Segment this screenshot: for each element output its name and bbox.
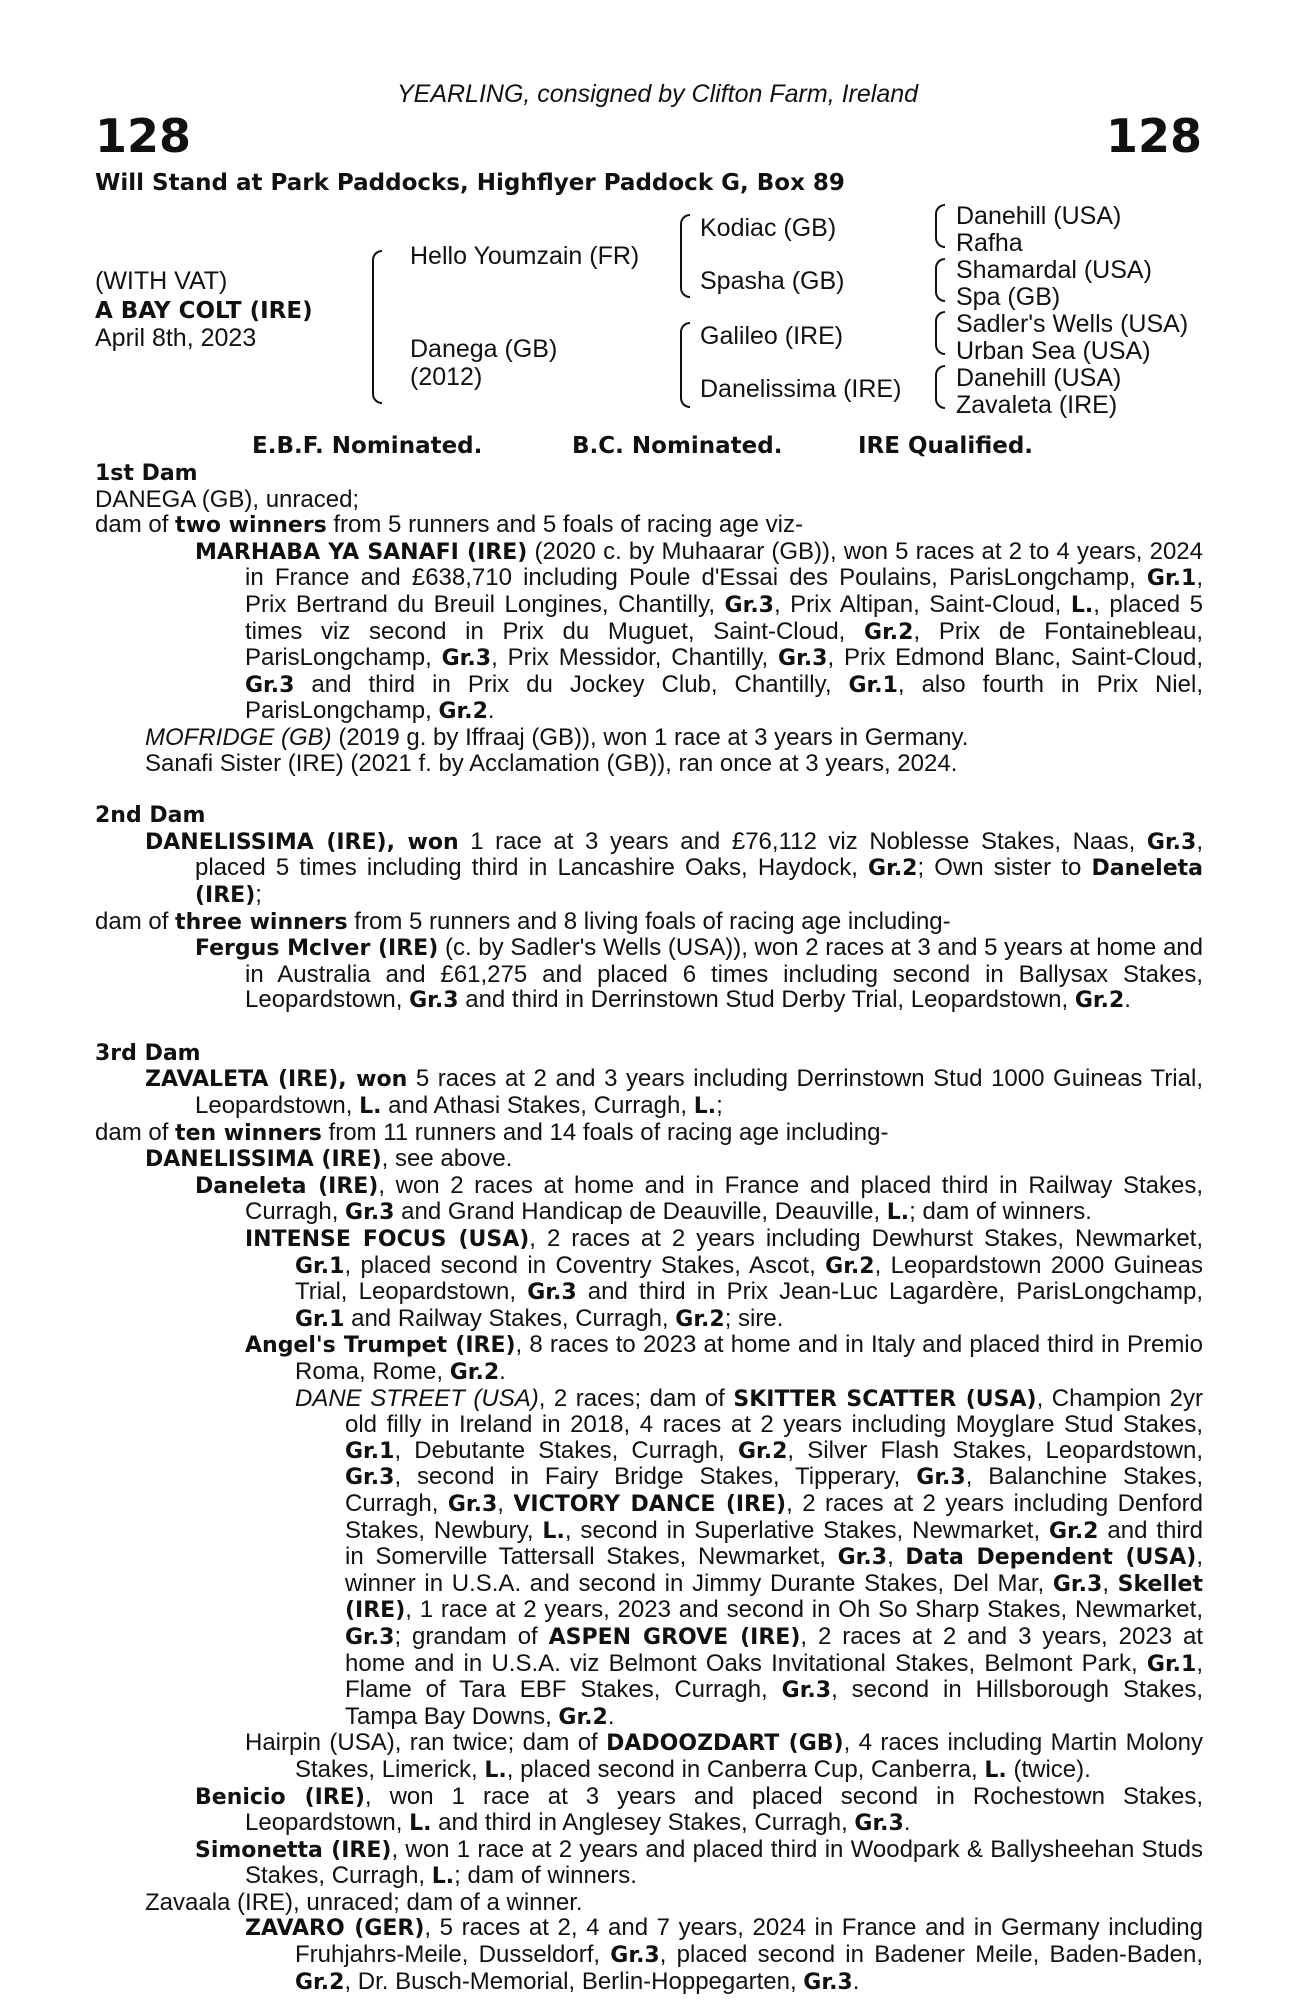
text-run: ; Own sister to (917, 854, 1092, 882)
text-run: , Prix Altipan, Saint-Cloud, (773, 590, 1071, 618)
text-run: dam of (95, 907, 176, 935)
text-run: from 5 runners and 5 foals of racing age viz- (326, 511, 803, 539)
text-run: , placed second in Coventry Stakes, Ascot, (344, 1251, 826, 1279)
text-run: , Dr. Busch-Memorial, Berlin-Hoppegarten, (344, 1967, 804, 1995)
bold-text: ASPEN GROVE (IRE) (548, 1624, 801, 1650)
section-gap (95, 776, 1203, 802)
dam-entry (95, 1066, 1203, 1119)
bold-text: Gr.2 (737, 1438, 788, 1464)
bold-text: Daneleta (IRE) (195, 1173, 379, 1199)
text-run: , Balanchine Stakes, Curragh, (345, 1463, 1203, 1517)
bold-text: ZAVARO (GER) (245, 1916, 425, 1942)
bold-text: Benicio (IRE) (195, 1784, 365, 1810)
bold-text: Gr.2 (1074, 988, 1125, 1014)
lot-number-right: 128 (1105, 109, 1202, 163)
text-run: ; dam of winners. (909, 1198, 1092, 1226)
text-run: , Silver Flash Stakes, Leopardstown, (787, 1436, 1203, 1464)
italic-text: DANE STREET (USA) (295, 1384, 539, 1412)
dam-heading (95, 802, 1203, 829)
pedigree-brace (680, 214, 690, 298)
text-run: ; (716, 1092, 723, 1120)
text-run: , 2 races at 2 years including Dewhurst Stakes, Newmarket, (529, 1225, 1204, 1253)
text-run: DANEGA (GB), unraced; (95, 485, 360, 513)
lot-number-left: 128 (95, 109, 192, 163)
pedigree-brace (935, 311, 945, 355)
bold-text: Gr.1 (295, 1306, 345, 1332)
text-run: , Leopardstown 2000 Guineas Trial, Leopardstown, (295, 1251, 1203, 1306)
text-run: , second in Hillsborough Stakes, Tampa Bay Downs, (345, 1676, 1203, 1730)
bold-text: Gr.3 (245, 672, 295, 698)
bold-text: Gr.2 (449, 1360, 500, 1385)
pedigree-dam: Danega (GB) (410, 335, 558, 363)
bold-text: L. (984, 1757, 1007, 1783)
pedigree-brace (935, 365, 945, 409)
bold-text: L. (693, 1094, 717, 1120)
pedigree-dam-dam: Danelissima (IRE) (700, 375, 902, 403)
bold-text: Gr.1 (345, 1438, 395, 1464)
text-run: Hairpin (USA), ran twice; dam of (245, 1729, 607, 1757)
bold-text: two winners (175, 513, 327, 539)
pedigree-dam-year: (2012) (410, 363, 483, 391)
pedigree-ggp: Urban Sea (USA) (956, 337, 1151, 365)
text-run: and Grand Handicap de Deauville, Deauville, (394, 1198, 887, 1226)
bold-text: Gr.3 (778, 646, 828, 672)
bold-text: Gr.3 (610, 1943, 660, 1969)
text-run: , second in Fairy Bridge Stakes, Tipperary, (394, 1463, 917, 1491)
bold-text: Gr.2 (675, 1306, 725, 1332)
text-run: , won 1 race at 2 years and placed third in Woodpark & Ballysheehan Studs Stakes, Curragh, (245, 1835, 1204, 1890)
bold-text: SKITTER SCATTER (USA) (733, 1386, 1037, 1412)
bold-text: Gr.3 (441, 646, 492, 672)
text-run: , Champion 2yr old filly in Ireland in 2018, 4 races at 2 years including Moyglare Stud Stakes, (345, 1384, 1204, 1439)
pedigree-narrative (95, 460, 1203, 1995)
grand-progeny-entry (95, 1226, 1203, 1332)
bold-text: Gr.1 (848, 672, 898, 698)
bold-text: Gr.2 (558, 1704, 608, 1730)
bold-text: Gr.2 (295, 1969, 345, 1995)
text-run: Sanafi Sister (IRE) (2021 f. by Acclamation (GB)), ran once at 3 years, 2024. (145, 749, 958, 777)
bold-text: Simonetta (IRE) (195, 1837, 392, 1863)
text-run: , winner in U.S.A. and second in Jimmy Durante Stakes, Del Mar, (345, 1543, 1204, 1597)
bc-nomination: B.C. Nominated. (572, 433, 783, 459)
text-run: dam of (95, 1118, 176, 1146)
pedigree-sire: Hello Youmzain (FR) (410, 242, 640, 270)
text-run: dam of (95, 511, 176, 539)
text-run: and third in Derrinstown Stud Derby Trial, Leopardstown, (458, 986, 1075, 1014)
text-run: , won 1 race at 3 years and placed second in Rochestown Stakes, Leopardstown, (245, 1782, 1204, 1837)
pedigree-sire-sire: Kodiac (GB) (700, 214, 837, 242)
dam-entry (95, 487, 1203, 513)
dam-entry (95, 829, 1203, 909)
progeny-entry (95, 1890, 1203, 1916)
pedigree-sire-dam: Spasha (GB) (700, 267, 845, 295)
bold-text: Fergus McIver (IRE) (195, 936, 439, 962)
text-run: , Flame of Tara EBF Stakes, Curragh, (345, 1649, 1203, 1704)
text-run: , also fourth in Prix Niel, ParisLongchamp, (245, 670, 1203, 725)
text-run: , (1102, 1569, 1118, 1597)
bold-text: Gr.2 (825, 1253, 875, 1279)
text-run: , 2 races at 2 years including Denford Stakes, Newbury, (345, 1489, 1203, 1544)
progeny-entry (95, 751, 1203, 777)
bold-text: L. (1070, 592, 1094, 618)
text-run: , (887, 1543, 906, 1571)
bold-text: MARHABA YA SANAFI (IRE) (195, 539, 528, 565)
bold-text: L. (542, 1518, 565, 1544)
bold-text: Gr.3 (345, 1200, 395, 1226)
bold-text: DANELISSIMA (IRE) (145, 1147, 382, 1173)
text-run: Zavaala (IRE), unraced; dam of a winner. (145, 1888, 583, 1916)
text-run: , Prix Bertrand du Breuil Longines, Chantilly, (245, 564, 1203, 618)
italic-text: MOFRIDGE (GB) (145, 723, 332, 751)
section-heading: 2nd Dam (95, 803, 206, 829)
progeny-entry (95, 725, 1203, 751)
text-run: ; (255, 880, 262, 908)
text-run: . (487, 697, 495, 725)
pedigree-brace (680, 322, 690, 408)
text-run: , Debutante Stakes, Curragh, (394, 1436, 738, 1464)
bold-text: Gr.3 (447, 1491, 498, 1517)
pedigree-ggp: Spa (GB) (956, 283, 1061, 311)
bold-text: ten winners (175, 1120, 322, 1146)
pedigree-brace (372, 250, 382, 404)
bold-text: Angel's Trumpet (IRE) (245, 1333, 516, 1359)
text-run: , Prix Messidor, Chantilly, (491, 644, 779, 672)
text-run: , 4 races including Martin Molony Stakes, Limerick, (295, 1729, 1204, 1783)
ire-qualification: IRE Qualified. (858, 433, 1034, 459)
text-run: (twice). (1006, 1755, 1091, 1783)
text-run: and Athasi Stakes, Curragh, (381, 1092, 694, 1120)
text-run: (c. by Sadler's Wells (USA)), won 2 races at 3 and 5 years at home and in Australia and £61,275 and placed 6 times including second in Ballysax Stakes, Leopardstown, (245, 934, 1203, 1014)
text-run: . (852, 1967, 860, 1995)
bold-text: three winners (175, 909, 348, 935)
bold-text: Gr.3 (345, 1465, 395, 1491)
text-run: , placed 5 times including third in Lancashire Oaks, Haydock, (195, 827, 1203, 882)
text-run: 5 races at 2 and 3 years including Derrinstown Stud 1000 Guineas Trial, Leopardstown, (195, 1065, 1203, 1120)
bold-text: Gr.3 (781, 1678, 832, 1704)
bold-text: Gr.2 (438, 699, 488, 725)
produce-summary (95, 512, 1203, 539)
pedigree-brace (935, 258, 945, 302)
text-run: ; dam of winners. (454, 1862, 637, 1890)
text-run: , placed second in Canberra Cup, Canberra, (506, 1755, 985, 1783)
text-run: , (497, 1489, 514, 1517)
text-run: . (903, 1809, 911, 1837)
vat-note: (WITH VAT) (95, 267, 228, 295)
progeny-entry (95, 1784, 1203, 1837)
pedigree-ggp: Danehill (USA) (956, 364, 1122, 392)
text-run: , second in Superlative Stakes, Newmarket, (564, 1516, 1050, 1544)
progeny-entry (95, 1146, 1203, 1173)
bold-text: Data Dependent (USA) (905, 1545, 1197, 1571)
bold-text: Gr.1 (1146, 566, 1197, 592)
text-run: and third in Anglesey Stakes, Curragh, (431, 1809, 855, 1837)
text-run: and Railway Stakes, Curragh, (344, 1304, 676, 1332)
text-run: , 2 races; dam of (538, 1384, 734, 1412)
progeny-entry (95, 539, 1203, 725)
text-run: , 1 race at 2 years, 2023 and second in Oh So Sharp Stakes, Newmarket, (405, 1596, 1203, 1624)
bold-text: Gr.3 (916, 1465, 966, 1491)
text-run: from 11 runners and 14 foals of racing age including- (321, 1118, 889, 1146)
pedigree-ggp: Rafha (956, 229, 1023, 257)
foaling-date: April 8th, 2023 (95, 324, 257, 352)
pedigree-brace (935, 204, 945, 248)
text-run: and third in Prix Jean-Luc Lagardère, ParisLongchamp, (576, 1278, 1203, 1306)
bold-text: L. (886, 1200, 910, 1226)
pedigree-ggp: Shamardal (USA) (956, 256, 1152, 284)
bold-text: Gr.3 (527, 1280, 577, 1306)
bold-text: Gr.3 (837, 1545, 888, 1571)
grand-progeny-entry (95, 1915, 1203, 1995)
ebf-nomination: E.B.F. Nominated. (252, 433, 483, 459)
text-run: ; grandam of (394, 1622, 549, 1650)
horse-name: A BAY COLT (IRE) (95, 298, 313, 324)
section-heading: 3rd Dam (95, 1040, 201, 1066)
bold-text: Gr.2 (864, 619, 914, 645)
bold-text: Gr.3 (1052, 1571, 1103, 1597)
bold-text: Gr.3 (409, 988, 459, 1014)
produce-summary (95, 909, 1203, 936)
text-run: (2020 c. by Muhaarar (GB)), won 5 races at 2 to 4 years, 2024 in France and £638,710 including Poule d'Essai des Poulains, ParisLongchamp, (245, 537, 1203, 592)
bold-text: Gr.1 (295, 1253, 345, 1279)
pedigree-ggp: Danehill (USA) (956, 202, 1122, 230)
bold-text: Gr.2 (1049, 1518, 1099, 1544)
grand-progeny-entry (95, 1730, 1203, 1783)
text-run: and third in Prix du Jockey Club, Chantilly, (294, 670, 849, 698)
section-heading: 1st Dam (95, 461, 198, 486)
text-run: from 5 runners and 8 living foals of racing age including- (347, 907, 951, 935)
bold-text: L. (409, 1811, 432, 1837)
bold-text: INTENSE FOCUS (USA) (245, 1227, 530, 1253)
text-run: 1 race at 3 years and £76,112 viz Noblesse Stakes, Naas, (458, 827, 1147, 855)
bold-text: Gr.3 (854, 1811, 904, 1837)
text-run: . (607, 1702, 615, 1730)
bold-text: ZAVALETA (IRE), won (145, 1067, 408, 1093)
bold-text: Skellet (IRE) (345, 1571, 1203, 1624)
grand-progeny-entry (95, 1332, 1203, 1385)
bold-text: DADOOZDART (GB) (606, 1731, 844, 1757)
text-run: . (499, 1358, 506, 1385)
dam-heading (95, 1040, 1203, 1067)
progeny-entry (95, 1173, 1203, 1226)
text-run: and third in Somerville Tattersall Stakes, Newmarket, (345, 1516, 1203, 1571)
text-run: , Prix de Fontainebleau, ParisLongchamp, (245, 617, 1203, 672)
bold-text: Gr.1 (1146, 1651, 1197, 1677)
section-gap (95, 1014, 1203, 1040)
bold-text: Daneleta (IRE) (195, 856, 1203, 908)
text-run: , 8 races to 2023 at home and in Italy and placed third in Premio Roma, Rome, (295, 1331, 1203, 1385)
text-run: ; sire. (724, 1304, 784, 1332)
bold-text: DANELISSIMA (IRE), won (145, 829, 459, 855)
progeny-entry (95, 1837, 1203, 1890)
text-run: , won 2 races at home and in France and placed third in Railway Stakes, Curragh, (245, 1171, 1203, 1226)
produce-summary (95, 1120, 1203, 1147)
bold-text: Gr.3 (1146, 829, 1197, 855)
text-run: , see above. (381, 1145, 513, 1173)
bold-text: L. (359, 1094, 382, 1120)
text-run: , Prix Edmond Blanc, Saint-Cloud, (827, 644, 1203, 672)
text-run: , placed 5 times viz second in Prix du Muguet, Saint-Cloud, (245, 590, 1204, 645)
pedigree-ggp: Sadler's Wells (USA) (956, 310, 1189, 338)
bold-text: Gr.2 (868, 856, 918, 882)
dam-heading (95, 460, 1203, 487)
bold-text: VICTORY DANCE (IRE) (513, 1491, 787, 1517)
standing-location: Will Stand at Park Paddocks, Highflyer Paddock G, Box 89 (95, 170, 845, 196)
pedigree-dam-sire: Galileo (IRE) (700, 322, 844, 350)
text-run: . (1124, 986, 1131, 1014)
text-run: (2019 g. by Iffraaj (GB)), won 1 race at 3 years in Germany. (331, 723, 969, 751)
bold-text: Gr.3 (345, 1624, 395, 1650)
text-run: , 5 races at 2, 4 and 7 years, 2024 in France and in Germany including Fruhjahrs-Meile, Dusseldorf, (295, 1914, 1203, 1969)
pedigree-ggp: Zavaleta (IRE) (956, 391, 1118, 419)
bold-text: L. (484, 1757, 507, 1783)
progeny-entry (95, 935, 1203, 1014)
text-run: , placed second in Badener Meile, Baden-Baden, (659, 1941, 1203, 1969)
consignment-line: YEARLING, consigned by Clifton Farm, Ireland (396, 80, 919, 108)
bold-text: L. (431, 1864, 455, 1890)
grand-progeny-entry (95, 1386, 1203, 1731)
bold-text: Gr.3 (724, 592, 774, 618)
text-run: , 2 races at 2 and 3 years, 2023 at home and in U.S.A. viz Belmont Oaks Invitational Stakes, Belmont Park, (345, 1622, 1203, 1677)
bold-text: Gr.3 (803, 1969, 853, 1995)
